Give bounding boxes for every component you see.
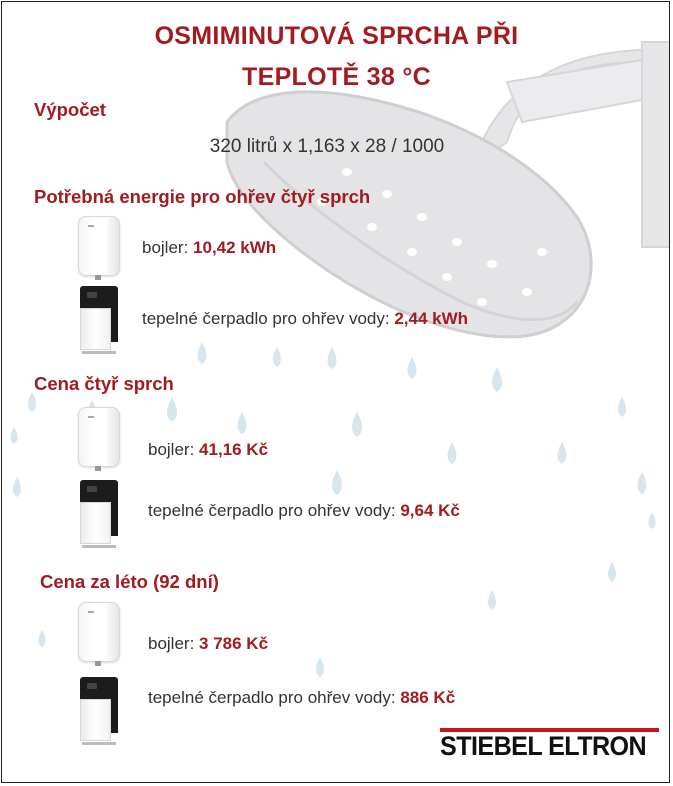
price-heading: Cena čtyř sprch [34,373,174,394]
price-boiler-label: bojler: [148,440,200,459]
heat-pump-image [80,286,118,352]
heat-pump-image [80,480,118,546]
price-boiler-value: 41,16 Kč [199,440,269,459]
logo-text: STIEBEL ELTRON [440,731,647,761]
summer-pump-value: 886 Kč [400,688,456,707]
energy-boiler-line [142,238,276,258]
energy-heading: Potřebná energie pro ohřev čtyř sprch [34,186,371,207]
calculation-formula: 320 litrů x 1,163 x 28 / 1000 [209,136,445,157]
price-boiler-line [148,440,268,460]
infographic-frame [1,1,670,783]
summer-boiler-line [148,634,268,654]
boiler-image [78,602,120,662]
energy-pump-label: tepelné čerpadlo pro ohřev vody: [142,309,395,328]
summer-boiler-label: bojler: [148,634,200,653]
energy-pump-line [142,309,468,329]
page-title-line-2: TEPLOTĚ 38 °C [242,63,431,91]
summer-heading: Cena za léto (92 dní) [40,571,219,592]
price-pump-value: 9,64 Kč [400,501,460,520]
energy-pump-value: 2,44 kWh [394,309,469,328]
stiebel-eltron-logo [440,728,659,760]
calculation-heading: Výpočet [34,99,106,120]
energy-boiler-label: bojler: [142,238,194,257]
boiler-image [78,216,120,276]
energy-boiler-value: 10,42 kWh [193,238,277,257]
heat-pump-image [80,677,118,743]
page-title-line-1: OSMIMINUTOVÁ SPRCHA PŘI [154,22,519,50]
summer-boiler-value: 3 786 Kč [199,634,269,653]
shower-head [227,92,591,337]
price-pump-line [148,501,460,521]
price-pump-label: tepelné čerpadlo pro ohřev vody: [148,501,401,520]
summer-pump-line [148,688,455,708]
summer-pump-label: tepelné čerpadlo pro ohřev vody: [148,688,401,707]
boiler-image [78,407,120,467]
